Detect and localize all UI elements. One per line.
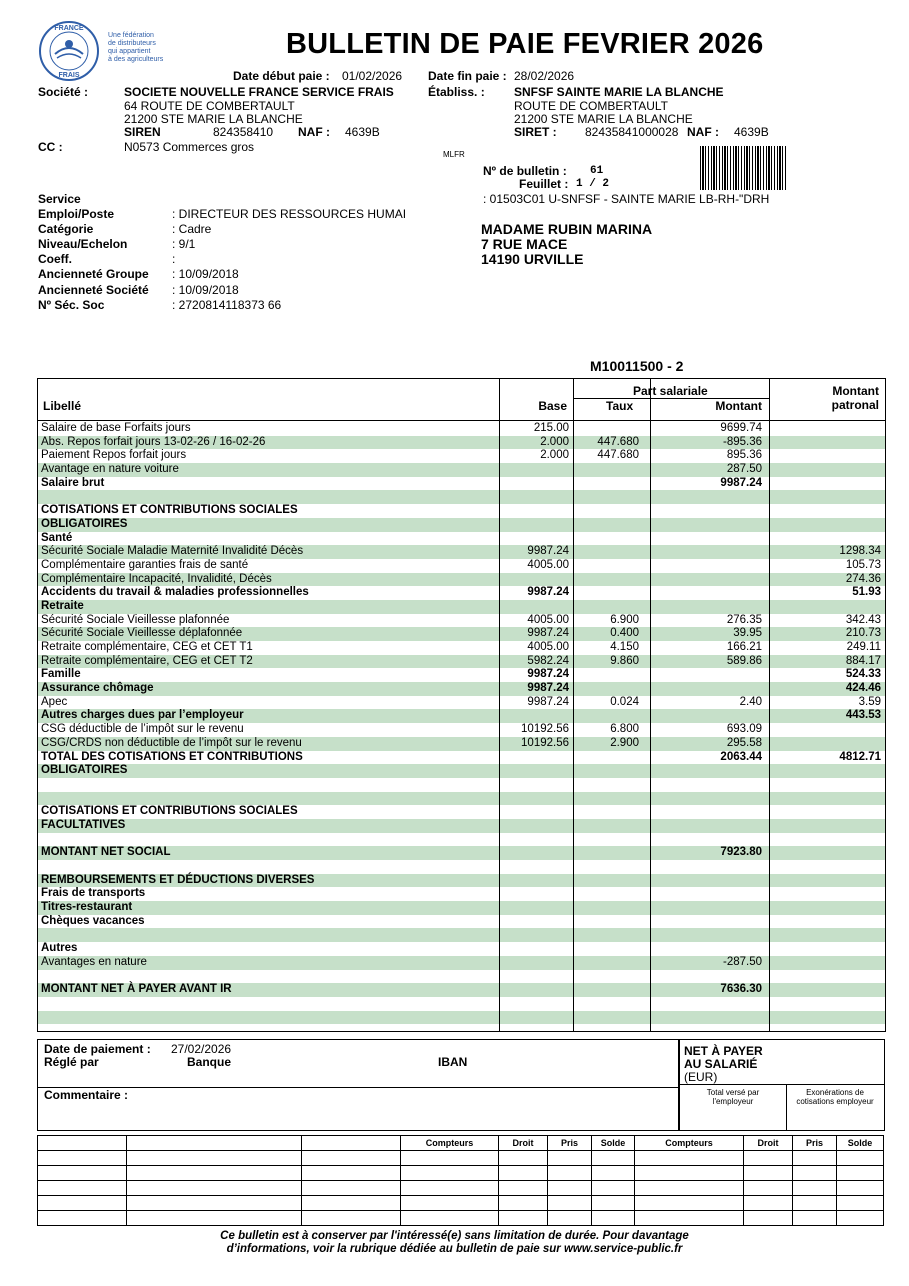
- siret-label: SIRET :: [514, 125, 557, 139]
- table-row: [38, 764, 885, 778]
- table-row: [38, 545, 885, 559]
- establishment-addr2: 21200 STE MARIE LA BLANCHE: [514, 112, 693, 126]
- cell-base: 10192.56: [521, 723, 569, 736]
- siren-value: 824358410: [213, 125, 274, 139]
- cell-mont: 2063.44: [720, 750, 762, 763]
- table-row: [38, 504, 885, 518]
- regle-label: Réglé par: [44, 1055, 99, 1069]
- table-body: [38, 422, 885, 1024]
- table-row: [38, 970, 885, 984]
- sheet-value: 1 / 2: [576, 178, 610, 190]
- counters-header: Pris: [548, 1136, 592, 1151]
- header-taux: Taux: [606, 399, 634, 413]
- cell-lib: COTISATIONS ET CONTRIBUTIONS SOCIALES: [41, 504, 298, 517]
- cell-mont: 2.40: [739, 695, 762, 708]
- cell-lib: Retraite: [41, 599, 84, 612]
- cell-lib: Retraite complémentaire, CEG et CET T1: [41, 641, 253, 653]
- cell-base: 2.000: [540, 435, 569, 448]
- cell-lib: Accidents du travail & maladies professionnelles: [41, 586, 309, 599]
- counters-header: Solde: [837, 1136, 884, 1151]
- cell-lib: FACULTATIVES: [41, 818, 126, 831]
- cell-taux: 9.860: [610, 654, 639, 667]
- cell-patr: 105.73: [845, 558, 881, 571]
- cell-taux: 6.800: [610, 723, 639, 736]
- cell-lib: Salaire de base Forfaits jours: [41, 422, 191, 434]
- cell-lib: Apec: [41, 695, 68, 708]
- counters-row: [38, 1211, 884, 1226]
- table-row: [38, 573, 885, 587]
- logo-tagline: Une fédération de distributeurs qui appartient à des agriculteurs: [108, 32, 164, 63]
- table-row: [38, 723, 885, 737]
- cell-patr: 249.11: [846, 641, 881, 653]
- recipient-city: 14190 URVILLE: [481, 251, 584, 267]
- net-divider: [680, 1084, 884, 1085]
- employee-value: : DIRECTEUR DES RESSOURCES HUMAI: [172, 207, 407, 221]
- cell-mont: 166.21: [726, 641, 762, 653]
- table-row: [38, 463, 885, 477]
- net-col-divider: [786, 1084, 787, 1130]
- period-start: 01/02/2026: [342, 69, 403, 83]
- table-row: [38, 600, 885, 614]
- cell-lib: Sécurité Sociale Vieillesse déplafonnée: [41, 627, 243, 640]
- cell-lib: Santé: [41, 531, 73, 544]
- cell-lib: CSG/CRDS non déductible de l’impôt sur le revenu: [41, 736, 302, 749]
- counters-header: Solde: [592, 1136, 635, 1151]
- counters-row: [38, 1151, 884, 1166]
- cell-patr: 4812.71: [839, 750, 881, 763]
- cell-lib: Avantage en nature voiture: [41, 463, 179, 476]
- table-row: [38, 614, 885, 628]
- cell-base: 4005.00: [527, 641, 569, 653]
- cell-base: 2.000: [540, 449, 569, 462]
- employee-label: Nº Séc. Soc: [38, 298, 105, 312]
- table-row: [38, 846, 885, 860]
- cell-mont: 9699.74: [720, 422, 762, 434]
- recipient-name: MADAME RUBIN MARINA: [481, 221, 653, 237]
- table-row: [38, 641, 885, 655]
- counters-row: [38, 1181, 884, 1196]
- cell-lib: Autres charges dues par l’employeur: [41, 709, 244, 722]
- cell-mont: -287.50: [722, 955, 762, 968]
- cell-taux: 447.680: [597, 435, 639, 448]
- cell-patr: 3.59: [858, 695, 881, 708]
- establishment-label: Établiss. :: [428, 85, 485, 99]
- header-montant: Montant: [715, 399, 762, 413]
- employee-value: : 10/09/2018: [172, 267, 239, 281]
- cell-lib: Paiement Repos forfait jours: [41, 449, 187, 462]
- table-row: [38, 792, 885, 806]
- header-libelle: Libellé: [43, 399, 82, 413]
- employee-label: Service: [38, 192, 81, 206]
- table-row: [38, 819, 885, 833]
- net-title-2: AU SALARIÉ: [684, 1057, 758, 1071]
- table-row: [38, 833, 885, 847]
- counters-header: Compteurs: [401, 1136, 499, 1151]
- cell-lib: REMBOURSEMENTS ET DÉDUCTIONS DIVERSES: [41, 873, 315, 886]
- table-row: [38, 942, 885, 956]
- bulletin-number: 61: [590, 165, 604, 177]
- company-addr1: 64 ROUTE DE COMBERTAULT: [124, 99, 295, 113]
- table-row: [38, 737, 885, 751]
- cell-base: 215.00: [533, 422, 569, 434]
- france-frais-logo: [38, 20, 100, 82]
- table-row: [38, 983, 885, 997]
- cell-lib: Titres-restaurant: [41, 901, 133, 914]
- cell-lib: COTISATIONS ET CONTRIBUTIONS SOCIALES: [41, 805, 298, 818]
- employee-value: : 10/09/2018: [172, 283, 239, 297]
- cell-lib: Retraite complémentaire, CEG et CET T2: [41, 654, 253, 667]
- net-currency: (EUR): [684, 1070, 718, 1084]
- est-naf-value: 4639B: [734, 125, 769, 139]
- table-row: [38, 449, 885, 463]
- svg-text:FRANCE: FRANCE: [54, 25, 84, 32]
- cell-patr: 210.73: [845, 627, 881, 640]
- siret-value: 82435841000028: [585, 125, 679, 139]
- comment-label: Commentaire :: [44, 1088, 129, 1102]
- page-title: BULLETIN DE PAIE FEVRIER 2026: [286, 28, 764, 60]
- table-row: [38, 559, 885, 573]
- cell-taux: 0.024: [610, 695, 639, 708]
- employee-label: Ancienneté Groupe: [38, 267, 149, 281]
- est-naf-label: NAF :: [687, 125, 719, 139]
- counters-header: Droit: [499, 1136, 548, 1151]
- employee-value: : 9/1: [172, 237, 196, 251]
- cell-lib: CSG déductible de l’impôt sur le revenu: [41, 723, 244, 736]
- table-row: [38, 436, 885, 450]
- cell-patr: 884.17: [845, 654, 881, 667]
- cell-lib: OBLIGATOIRES: [41, 517, 128, 530]
- cell-patr: 443.53: [845, 709, 881, 722]
- employee-label: Niveau/Echelon: [38, 237, 128, 251]
- payment-box: [37, 1039, 679, 1131]
- siren-label: SIREN: [124, 125, 161, 139]
- cell-patr: 274.36: [845, 572, 881, 585]
- cell-taux: 447.680: [597, 449, 639, 462]
- cell-mont: 295.58: [726, 736, 762, 749]
- iban-label: IBAN: [438, 1055, 468, 1069]
- naf-label: NAF :: [298, 125, 330, 139]
- cell-lib: Frais de transports: [41, 887, 146, 900]
- table-row: [38, 956, 885, 970]
- svg-text:FRAIS: FRAIS: [58, 72, 80, 79]
- mlfr-code: MLFR: [443, 150, 465, 159]
- cell-base: 9987.24: [527, 695, 569, 708]
- table-row: [38, 490, 885, 504]
- cell-lib: Chèques vacances: [41, 914, 145, 927]
- employee-label: Coeff.: [38, 252, 72, 266]
- recipient-street: 7 RUE MACE: [481, 236, 568, 252]
- table-row: [38, 874, 885, 888]
- column-divider: [769, 379, 770, 1031]
- cell-lib: MONTANT NET À PAYER AVANT IR: [41, 983, 232, 996]
- cell-base: 9987.24: [527, 668, 569, 681]
- cell-mont: 9987.24: [720, 476, 762, 489]
- table-row: [38, 422, 885, 436]
- exonerations-label: Exonérations de cotisations employeur: [796, 1088, 874, 1106]
- cell-lib: Sécurité Sociale Vieillesse plafonnée: [41, 613, 230, 626]
- footer-line-2: d’informations, voir la rubrique dédiée au bulletin de paie sur www.service-public.fr: [226, 1243, 683, 1255]
- barcode: [700, 146, 786, 190]
- sheet-label: Feuillet :: [519, 177, 569, 191]
- cell-mont: 287.50: [726, 463, 762, 476]
- cell-mont: 693.09: [726, 723, 762, 736]
- cc-label: CC :: [38, 140, 63, 154]
- company-name: SOCIETE NOUVELLE FRANCE SERVICE FRAIS: [124, 85, 394, 99]
- header-patronal-1: Montant: [832, 384, 879, 398]
- cell-patr: 524.33: [845, 668, 881, 681]
- table-row: [38, 751, 885, 765]
- table-row: [38, 778, 885, 792]
- footer-note: [0, 1230, 909, 1256]
- regle-value: Banque: [187, 1055, 232, 1069]
- table-row: [38, 477, 885, 491]
- cell-base: 4005.00: [527, 613, 569, 626]
- cell-mont: 895.36: [726, 449, 762, 462]
- company-label: Société :: [38, 85, 89, 99]
- company-addr2: 21200 STE MARIE LA BLANCHE: [124, 112, 303, 126]
- bulletin-code: : 01503C01 U-SNFSF - SAINTE MARIE LB-RH-"DRH: [483, 192, 770, 206]
- cell-lib: Complémentaire Incapacité, Invalidité, Décès: [41, 572, 272, 585]
- employee-label: Catégorie: [38, 222, 94, 236]
- cell-base: 5982.24: [527, 654, 569, 667]
- cell-mont: 39.95: [733, 627, 762, 640]
- cell-lib: Assurance chômage: [41, 682, 154, 695]
- table-row: [38, 805, 885, 819]
- cell-lib: MONTANT NET SOCIAL: [41, 846, 171, 859]
- total-verse-label: Total versé par l'employeur: [706, 1088, 760, 1106]
- cell-patr: 342.43: [845, 613, 881, 626]
- table-row: [38, 860, 885, 874]
- cell-patr: 424.46: [845, 682, 881, 695]
- table-row: [38, 655, 885, 669]
- employee-value: : Cadre: [172, 222, 212, 236]
- cell-lib: OBLIGATOIRES: [41, 764, 128, 777]
- employee-value: :: [172, 252, 176, 266]
- table-row: [38, 709, 885, 723]
- column-divider: [499, 379, 500, 1031]
- counters-row: [38, 1196, 884, 1211]
- payment-date: 27/02/2026: [171, 1042, 232, 1056]
- net-pay-box: [679, 1039, 885, 1131]
- footer-line-1: Ce bulletin est à conserver par l'intéressé(e) sans limitation de durée. Pour davantage: [220, 1230, 689, 1242]
- table-row: [38, 518, 885, 532]
- period-end-label: Date fin paie :: [428, 69, 507, 83]
- table-row: [38, 887, 885, 901]
- header-part-salariale: Part salariale: [633, 384, 708, 398]
- payment-date-label: Date de paiement :: [44, 1042, 151, 1056]
- cell-lib: TOTAL DES COTISATIONS ET CONTRIBUTIONS: [41, 750, 303, 763]
- employee-label: Emploi/Poste: [38, 207, 115, 221]
- matricule: M10011500 - 2: [590, 358, 684, 374]
- payslip-table: [37, 378, 886, 1032]
- cell-lib: Sécurité Sociale Maladie Maternité Invalidité Décès: [41, 545, 304, 558]
- cell-mont: 7636.30: [720, 983, 762, 996]
- cell-lib: Autres: [41, 942, 78, 955]
- counters-header: Compteurs: [635, 1136, 744, 1151]
- counters-header: Droit: [744, 1136, 793, 1151]
- employee-value: : 2720814118373 66: [172, 298, 282, 312]
- establishment-addr1: ROUTE DE COMBERTAULT: [514, 99, 669, 113]
- cell-lib: Complémentaire garanties frais de santé: [41, 558, 249, 571]
- period-start-label: Date début paie :: [233, 69, 330, 83]
- cell-mont: 276.35: [726, 613, 762, 626]
- period-end: 28/02/2026: [514, 69, 575, 83]
- cell-lib: Abs. Repos forfait jours 13-02-26 / 16-02-26: [41, 435, 266, 448]
- establishment-name: SNFSF SAINTE MARIE LA BLANCHE: [514, 85, 724, 99]
- header-patronal-2: patronal: [831, 398, 879, 412]
- cell-base: 10192.56: [521, 736, 569, 749]
- table-row: [38, 627, 885, 641]
- counters-cell: [38, 1136, 127, 1151]
- table-row: [38, 532, 885, 546]
- bulletin-number-label: Nº de bulletin :: [483, 164, 567, 178]
- table-row: [38, 928, 885, 942]
- column-divider: [573, 379, 574, 1031]
- employee-label: Ancienneté Société: [38, 283, 149, 297]
- column-divider: [650, 379, 651, 1031]
- counters-cell: [302, 1136, 401, 1151]
- counters-row: [38, 1166, 884, 1181]
- cell-mont: 7923.80: [720, 846, 762, 859]
- cell-mont: -895.36: [722, 435, 762, 448]
- cell-mont: 589.86: [726, 654, 762, 667]
- naf-value: 4639B: [345, 125, 380, 139]
- cell-patr: 51.93: [852, 586, 881, 599]
- table-row: [38, 901, 885, 915]
- cell-base: 9987.24: [527, 627, 569, 640]
- cell-taux: 4.150: [610, 641, 639, 653]
- counters-header: Pris: [793, 1136, 837, 1151]
- cell-taux: 6.900: [610, 613, 639, 626]
- table-row: [38, 586, 885, 600]
- table-row: [38, 668, 885, 682]
- table-row: [38, 915, 885, 929]
- cell-lib: Avantages en nature: [41, 955, 147, 968]
- cell-lib: Salaire brut: [41, 476, 105, 489]
- table-row: [38, 696, 885, 710]
- cell-taux: 2.900: [610, 736, 639, 749]
- counters-cell: [127, 1136, 302, 1151]
- cell-base: 9987.24: [527, 682, 569, 695]
- net-title-1: NET À PAYER: [684, 1044, 763, 1058]
- cell-base: 9987.24: [527, 586, 569, 599]
- table-row: [38, 1011, 885, 1025]
- cell-taux: 0.400: [610, 627, 639, 640]
- cell-lib: Famille: [41, 668, 81, 681]
- payment-divider: [38, 1087, 678, 1088]
- header-separator: [38, 420, 885, 421]
- table-row: [38, 682, 885, 696]
- cc-value: N0573 Commerces gros: [124, 140, 255, 154]
- header-base: Base: [538, 399, 567, 413]
- cell-patr: 1298.34: [839, 545, 881, 558]
- counters-header-row: [38, 1136, 884, 1151]
- cell-base: 9987.24: [527, 545, 569, 558]
- cell-base: 4005.00: [527, 558, 569, 571]
- counters-table: [37, 1135, 884, 1226]
- table-row: [38, 997, 885, 1011]
